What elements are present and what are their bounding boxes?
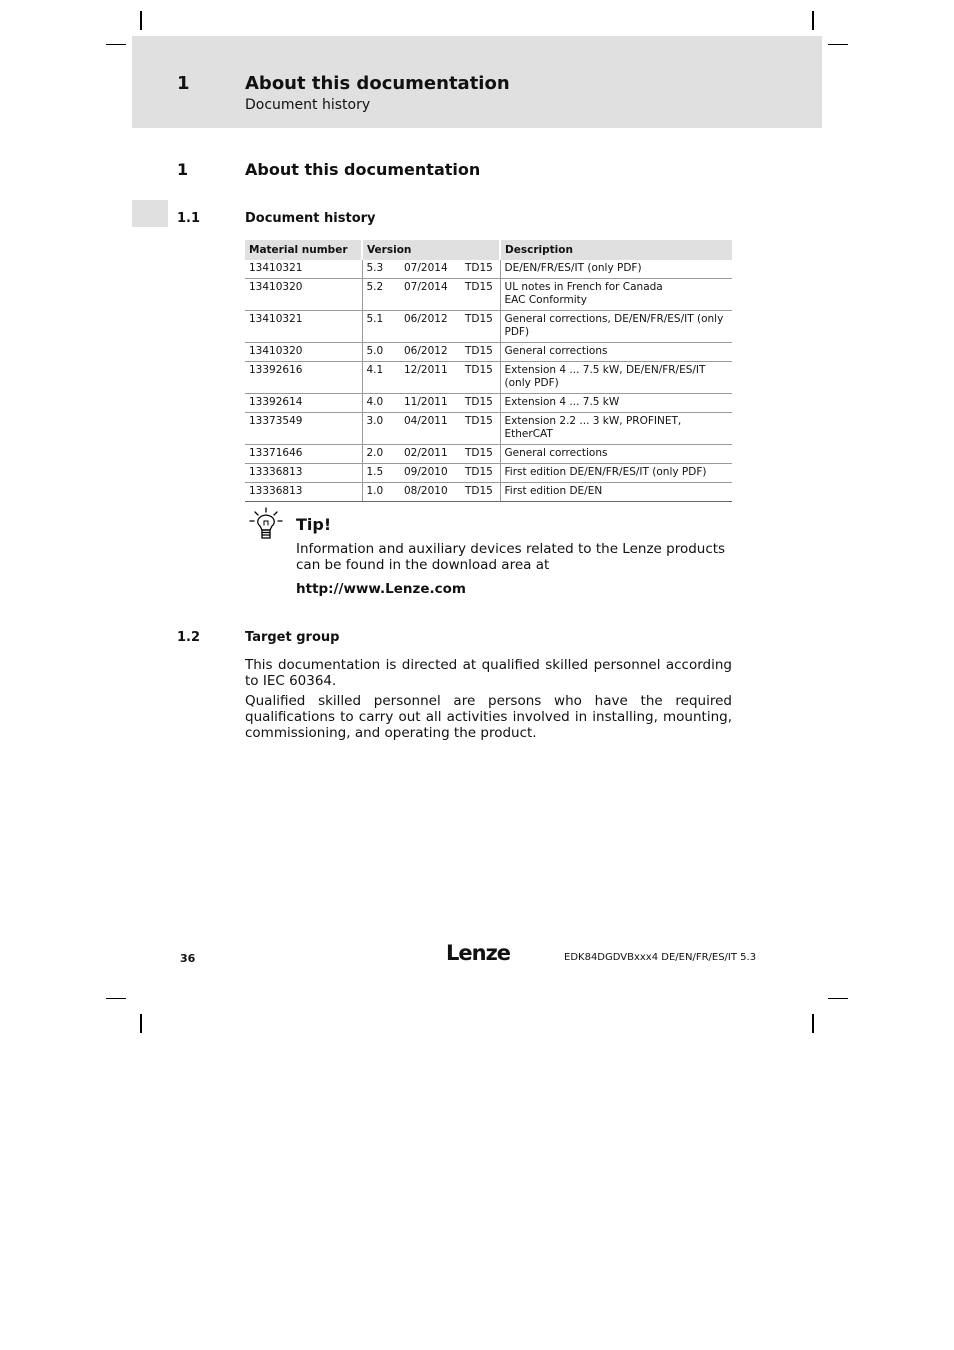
cell-version: 1.5 xyxy=(362,464,400,483)
description-line: EAC Conformity xyxy=(504,294,587,306)
target-group-paragraph: This documentation is directed at qualified skilled personnel according to IEC 60364. xyxy=(245,657,732,689)
table-row xyxy=(245,311,732,343)
section-title: About this documentation xyxy=(245,160,481,179)
cell-version: 4.0 xyxy=(362,394,400,413)
cell-description: First edition DE/EN/FR/ES/IT (only PDF) xyxy=(500,464,732,483)
cell-td: TD15 xyxy=(461,483,500,502)
cell-date: 09/2010 xyxy=(400,464,461,483)
document-history-table xyxy=(245,240,732,502)
description-line: UL notes in French for Canada xyxy=(504,281,663,293)
cell-description: First edition DE/EN xyxy=(500,483,732,502)
chapter-title: About this documentation xyxy=(245,73,510,94)
subsection-number: 1.2 xyxy=(177,630,201,645)
cell-description: Extension 4 ... 7.5 kW, DE/EN/FR/ES/IT (only PDF) xyxy=(500,362,732,394)
lenze-website-link[interactable]: http://www.Lenze.com xyxy=(296,581,466,597)
cell-description: Extension 2.2 ... 3 kW, PROFINET, EtherCAT xyxy=(500,413,732,445)
cell-material: 13410321 xyxy=(245,311,362,343)
table-header-row xyxy=(245,240,732,260)
cell-version: 4.1 xyxy=(362,362,400,394)
cell-date: 08/2010 xyxy=(400,483,461,502)
cell-material: 13392614 xyxy=(245,394,362,413)
crop-mark xyxy=(140,1014,142,1033)
crop-mark xyxy=(106,998,126,999)
subsection-title: Target group xyxy=(245,630,340,645)
subsection-title: Document history xyxy=(245,211,376,226)
table-row xyxy=(245,343,732,362)
header-description: Description xyxy=(500,240,732,260)
cell-version: 5.0 xyxy=(362,343,400,362)
tip-title: Tip! xyxy=(296,515,332,534)
cell-td: TD15 xyxy=(461,464,500,483)
cell-material: 13410320 xyxy=(245,343,362,362)
header-version: Version xyxy=(362,240,500,260)
crop-mark xyxy=(812,11,814,30)
subsection-number: 1.1 xyxy=(177,211,201,226)
cell-date: 11/2011 xyxy=(400,394,461,413)
table-row xyxy=(245,260,732,279)
cell-material: 13392616 xyxy=(245,362,362,394)
table-row xyxy=(245,362,732,394)
cell-version: 2.0 xyxy=(362,445,400,464)
cell-td: TD15 xyxy=(461,260,500,279)
header-material-number: Material number xyxy=(245,240,362,260)
target-group-paragraph: Qualified skilled personnel are persons who have the required qualifications to carry out all activities involved in installing, mounting, commissioning, and operating the product. xyxy=(245,693,732,741)
table-row xyxy=(245,279,732,311)
side-marker xyxy=(132,200,168,227)
cell-material: 13410321 xyxy=(245,260,362,279)
cell-material: 13371646 xyxy=(245,445,362,464)
table-row xyxy=(245,445,732,464)
cell-material: 13336813 xyxy=(245,483,362,502)
cell-material: 13336813 xyxy=(245,464,362,483)
cell-td: TD15 xyxy=(461,311,500,343)
cell-description: General corrections xyxy=(500,343,732,362)
lenze-logo: Lenze xyxy=(446,941,511,965)
cell-version: 3.0 xyxy=(362,413,400,445)
cell-description: DE/EN/FR/ES/IT (only PDF) xyxy=(500,260,732,279)
cell-td: TD15 xyxy=(461,413,500,445)
cell-material: 13373549 xyxy=(245,413,362,445)
cell-description: General corrections xyxy=(500,445,732,464)
cell-date: 02/2011 xyxy=(400,445,461,464)
table-row xyxy=(245,394,732,413)
cell-date: 07/2014 xyxy=(400,260,461,279)
lightbulb-icon xyxy=(249,507,283,541)
section-number: 1 xyxy=(177,160,189,179)
cell-td: TD15 xyxy=(461,445,500,464)
cell-td: TD15 xyxy=(461,394,500,413)
chapter-number: 1 xyxy=(177,73,190,94)
crop-mark xyxy=(828,44,848,45)
crop-mark xyxy=(106,44,126,45)
cell-td: TD15 xyxy=(461,343,500,362)
cell-date: 06/2012 xyxy=(400,343,461,362)
cell-date: 07/2014 xyxy=(400,279,461,311)
cell-date: 04/2011 xyxy=(400,413,461,445)
cell-td: TD15 xyxy=(461,279,500,311)
cell-version: 5.1 xyxy=(362,311,400,343)
cell-description: Extension 4 ... 7.5 kW xyxy=(500,394,732,413)
crop-mark xyxy=(140,11,142,30)
cell-td: TD15 xyxy=(461,362,500,394)
table-row xyxy=(245,464,732,483)
cell-version: 5.3 xyxy=(362,260,400,279)
cell-material: 13410320 xyxy=(245,279,362,311)
crop-mark xyxy=(812,1014,814,1033)
tip-text: Information and auxiliary devices related to the Lenze products can be found in the download area at xyxy=(296,541,726,573)
cell-version: 5.2 xyxy=(362,279,400,311)
page-number: 36 xyxy=(180,952,196,965)
crop-mark xyxy=(828,998,848,999)
cell-version: 1.0 xyxy=(362,483,400,502)
cell-date: 12/2011 xyxy=(400,362,461,394)
document-id: EDK84DGDVBxxx4 DE/EN/FR/ES/IT 5.3 xyxy=(564,952,757,963)
table-row xyxy=(245,413,732,445)
table-row xyxy=(245,483,732,502)
chapter-subtitle: Document history xyxy=(245,97,371,113)
cell-description xyxy=(500,279,732,311)
cell-description: General corrections, DE/EN/FR/ES/IT (only PDF) xyxy=(500,311,732,343)
cell-date: 06/2012 xyxy=(400,311,461,343)
